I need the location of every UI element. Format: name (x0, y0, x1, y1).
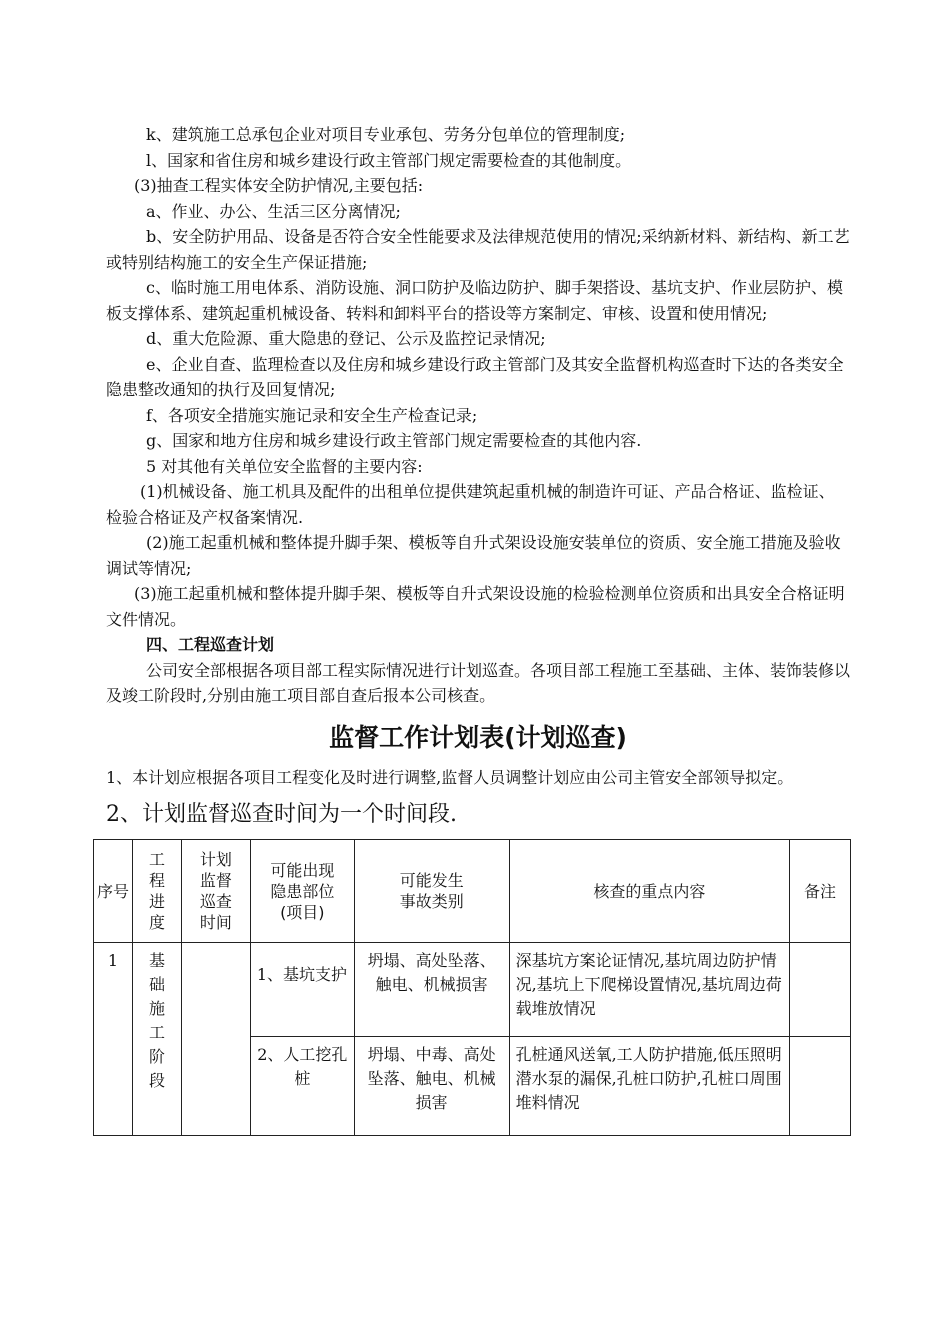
document-content (96, 122, 851, 1136)
section-heading: 四、工程巡查计划 (146, 635, 275, 654)
header-stage: 工程进度 (132, 840, 181, 943)
header-accident-type: 可能发生事故类别 (354, 840, 509, 943)
cell-time (181, 943, 250, 1136)
cell-hazard-part: 1、基坑支护 (250, 943, 354, 1037)
section-paragraph: 公司安全部根据各项目部工程实际情况进行计划巡查。各项目部工程施工至基础、主体、装饰装修以及竣工阶段时,分别由施工项目部自查后报本公司核查。 (106, 660, 851, 705)
cell-hazard-part: 2、人工挖孔桩 (250, 1037, 354, 1136)
header-hazard-part: 可能出现隐患部位(项目) (250, 840, 354, 943)
paragraph-5-3: (3)施工起重机械和整体提升脚手架、模板等自升式架设设施的检验检测单位资质和出具安全合格证明文件情况。 (106, 584, 845, 629)
paragraph-5: 5 对其他有关单位安全监督的主要内容: (146, 456, 423, 476)
paragraph-5-2: (2)施工起重机械和整体提升脚手架、模板等自升式架设设施安装单位的资质、安全施工措施及验收调试等情况; (106, 533, 841, 578)
paragraph-d: d、重大危险源、重大隐患的登记、公示及监控记录情况; (146, 329, 546, 348)
cell-remark (790, 1037, 851, 1136)
paragraph-k: k、建筑施工总承包企业对项目专业承包、劳务分包单位的管理制度; (146, 125, 626, 144)
header-seq: 序号 (94, 840, 133, 943)
paragraph-a: a、作业、办公、生活三区分离情况; (146, 201, 401, 221)
paragraph-item-3: (3)抽查工程实体安全防护情况,主要包括: (134, 176, 424, 195)
table-title: 监督工作计划表(计划巡查) (329, 722, 627, 752)
note-2: 2、计划监督巡查时间为一个时间段. (106, 802, 457, 827)
paragraph-f: f、各项安全措施实施记录和安全生产检查记录; (146, 405, 478, 425)
header-check-content: 核查的重点内容 (509, 840, 789, 943)
paragraph-c: c、临时施工用电体系、消防设施、洞口防护及临边防护、脚手架搭设、基坑支护、作业层防护、模板支撑体系、建筑起重机械设备、转料和卸料平台的搭设等方案制定、审核、设置和使用情况; (106, 278, 843, 323)
cell-seq: 1 (94, 943, 133, 1136)
cell-check-content: 孔桩通风送氧,工人防护措施,低压照明潜水泵的漏保,孔桩口防护,孔桩口周围堆料情况 (509, 1037, 789, 1136)
table-row (94, 943, 851, 1037)
paragraph-5-1: (1)机械设备、施工机具及配件的出租单位提供建筑起重机械的制造许可证、产品合格证、监检证、检验合格证及产权备案情况. (106, 482, 835, 527)
header-time: 计划监督巡查时间 (181, 840, 250, 943)
paragraph-g: g、国家和地方住房和城乡建设行政主管部门规定需要检查的其他内容. (146, 431, 642, 450)
table-header-row (94, 840, 851, 943)
cell-remark (790, 943, 851, 1037)
cell-check-content: 深基坑方案论证情况,基坑周边防护情况,基坑上下爬梯设置情况,基坑周边荷载堆放情况 (509, 943, 789, 1037)
paragraph-l: l、国家和省住房和城乡建设行政主管部门规定需要检查的其他制度。 (146, 150, 632, 170)
plan-table (93, 839, 851, 1136)
header-remark: 备注 (790, 840, 851, 943)
paragraph-e: e、企业自查、监理检查以及住房和城乡建设行政主管部门及其安全监督机构巡查时下达的各类安全隐患整改通知的执行及回复情况; (106, 354, 844, 399)
cell-stage: 基础施工阶段 (132, 943, 181, 1136)
note-1: 1、本计划应根据各项目工程变化及时进行调整,监督人员调整计划应由公司主管安全部领导拟定。 (106, 767, 794, 787)
paragraph-b: b、安全防护用品、设备是否符合安全性能要求及法律规范使用的情况;采纳新材料、新结构、新工艺或特别结构施工的安全生产保证措施; (106, 227, 850, 272)
cell-accident-type: 坍塌、中毒、高处坠落、触电、机械损害 (354, 1037, 509, 1136)
cell-accident-type: 坍塌、高处坠落、触电、机械损害 (354, 943, 509, 1037)
